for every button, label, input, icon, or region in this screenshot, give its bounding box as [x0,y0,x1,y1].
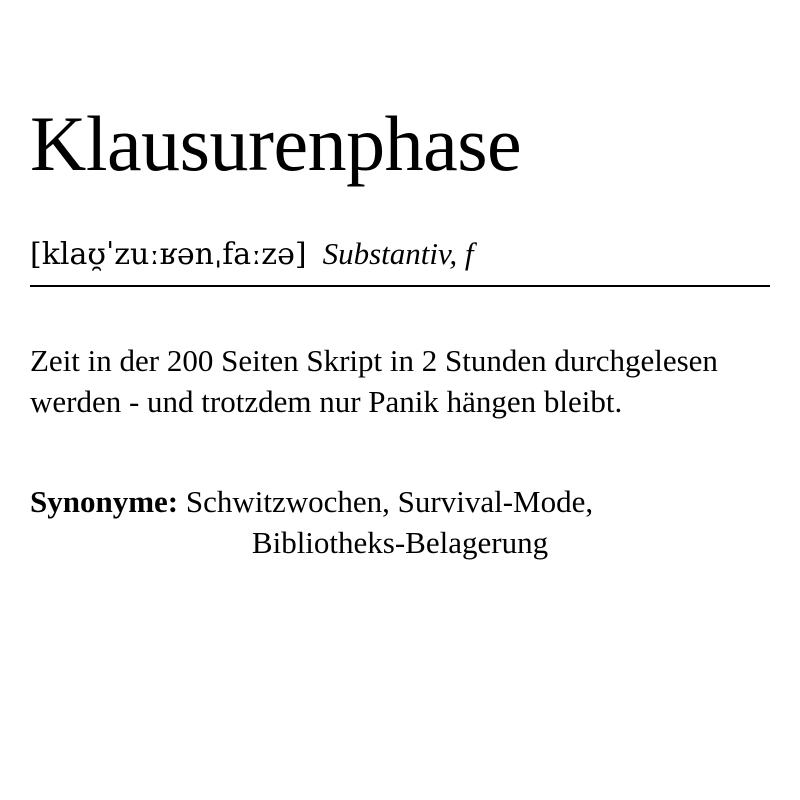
divider [30,285,770,287]
ipa-pronunciation: [klaʊ̯ˈzuːʁənˌfaːzə] [30,237,307,272]
part-of-speech: Substantiv, f [322,236,474,271]
headword: Klausurenphase [30,100,522,187]
pronunciation-row [30,237,770,271]
synonyms-block [30,481,750,564]
synonyms-label: Synonyme: [30,483,179,519]
synonyms-list-line-2: Bibliotheks-Belagerung [251,525,549,561]
synonyms-list-line-1: Schwitzwochen, Survival-Mode, [185,483,594,519]
definition-text: Zeit in der 200 Seiten Skript in 2 Stunden durchgelesen werden - und trotzdem nur Panik hängen bleibt. [30,343,718,419]
